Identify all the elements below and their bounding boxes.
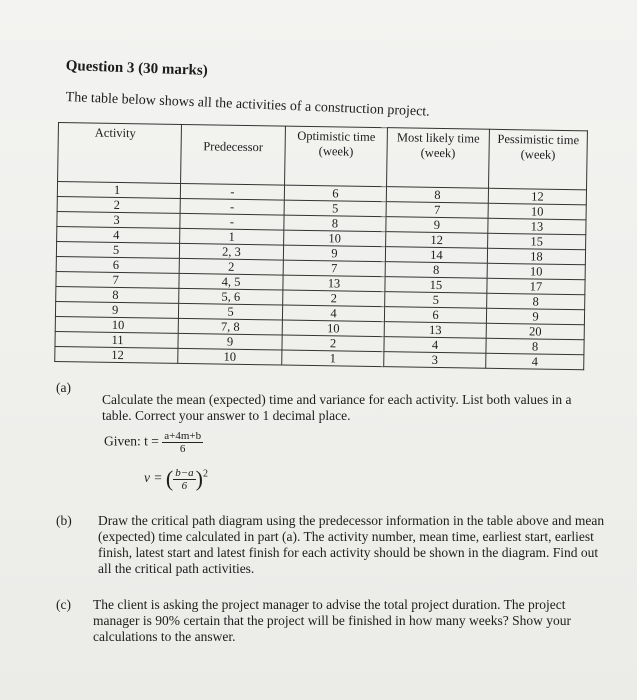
cell-predecessor: 10 xyxy=(178,348,282,365)
cell-pessimistic: 8 xyxy=(486,338,584,355)
table-header-row xyxy=(58,123,588,190)
formula-t-fraction xyxy=(162,430,203,455)
formula-t xyxy=(104,430,203,455)
cell-most-likely: 8 xyxy=(385,262,487,279)
cell-optimistic: 10 xyxy=(284,230,386,247)
cell-optimistic: 6 xyxy=(284,185,386,202)
formula-v xyxy=(144,466,208,492)
cell-activity: 11 xyxy=(55,331,178,348)
cell-predecessor: - xyxy=(180,198,284,215)
cell-most-likely: 14 xyxy=(385,247,487,264)
cell-most-likely: 9 xyxy=(386,217,488,234)
cell-activity: 10 xyxy=(55,316,178,333)
cell-activity: 3 xyxy=(57,211,180,228)
cell-optimistic: 2 xyxy=(283,290,385,307)
cell-predecessor: 2 xyxy=(179,258,283,275)
part-b-text: Draw the critical path diagram using the predecessor information in the table above and mean (expected) time calculated in part (a). The activity number, mean time, earliest start, earliest finish, latest start and latest finish for each activity should be shown in the diagram. Find out all the critical path activities. xyxy=(98,513,605,576)
cell-activity: 8 xyxy=(56,286,179,303)
right-paren: ) xyxy=(195,466,203,491)
cell-pessimistic: 9 xyxy=(486,308,584,325)
cell-optimistic: 2 xyxy=(282,335,384,352)
cell-most-likely: 4 xyxy=(384,337,486,354)
cell-pessimistic: 20 xyxy=(486,323,584,340)
cell-activity: 6 xyxy=(56,256,179,273)
header-most-likely: Most likely time (week) xyxy=(387,128,490,189)
cell-most-likely: 5 xyxy=(385,292,487,309)
cell-optimistic: 9 xyxy=(283,245,385,262)
cell-pessimistic: 17 xyxy=(487,278,585,295)
part-b-label: (b) xyxy=(56,513,72,528)
part-c-label: (c) xyxy=(56,597,71,612)
cell-pessimistic: 12 xyxy=(488,188,586,205)
cell-activity: 2 xyxy=(57,196,180,213)
table-body xyxy=(55,182,587,370)
cell-optimistic: 5 xyxy=(284,200,386,217)
part-a-text: Calculate the mean (expected) time and variance for each activity. List both values in a table. Correct your answer to 1 decimal place. xyxy=(102,392,572,423)
formula-v-denominator: 6 xyxy=(181,479,188,492)
cell-predecessor: 7, 8 xyxy=(178,318,282,335)
cell-optimistic: 10 xyxy=(282,320,384,337)
cell-optimistic: 7 xyxy=(283,260,385,277)
formula-t-denominator: 6 xyxy=(179,443,186,455)
cell-activity: 4 xyxy=(57,226,180,243)
question-title: Question 3 (30 marks) xyxy=(65,58,209,79)
header-predecessor: Predecessor xyxy=(181,124,286,185)
cell-activity: 12 xyxy=(55,346,178,363)
cell-pessimistic: 15 xyxy=(488,233,586,250)
cell-predecessor: 5, 6 xyxy=(179,288,283,305)
cell-pessimistic: 10 xyxy=(487,263,585,280)
part-a-label: (a) xyxy=(56,380,71,395)
activity-table-wrapper xyxy=(54,122,588,370)
formula-t-numerator: a+4m+b xyxy=(164,430,202,442)
left-paren: ( xyxy=(165,466,174,491)
cell-pessimistic: 8 xyxy=(487,293,585,310)
cell-activity: 9 xyxy=(55,301,178,318)
cell-optimistic: 1 xyxy=(282,350,384,367)
cell-predecessor: - xyxy=(180,213,284,230)
cell-most-likely: 12 xyxy=(386,232,488,249)
header-optimistic: Optimistic time (week) xyxy=(285,126,388,187)
cell-predecessor: 4, 5 xyxy=(179,273,283,290)
cell-most-likely: 7 xyxy=(386,202,488,219)
cell-optimistic: 13 xyxy=(283,275,385,292)
formula-v-exponent: 2 xyxy=(202,468,208,480)
cell-predecessor: 5 xyxy=(178,303,282,320)
cell-most-likely: 13 xyxy=(384,322,486,339)
cell-predecessor: 2, 3 xyxy=(179,243,283,260)
cell-most-likely: 15 xyxy=(385,277,487,294)
cell-predecessor: - xyxy=(180,183,284,200)
cell-pessimistic: 4 xyxy=(486,353,584,370)
cell-optimistic: 4 xyxy=(282,305,384,322)
cell-most-likely: 6 xyxy=(384,307,486,324)
cell-pessimistic: 13 xyxy=(488,218,586,235)
header-pessimistic: Pessimistic time (week) xyxy=(489,129,588,190)
cell-optimistic: 8 xyxy=(284,215,386,232)
formula-v-numerator: b−a xyxy=(175,466,194,479)
cell-most-likely: 3 xyxy=(384,352,486,369)
cell-pessimistic: 18 xyxy=(487,248,585,265)
cell-activity: 5 xyxy=(56,241,179,258)
activity-table xyxy=(54,122,588,370)
cell-predecessor: 1 xyxy=(180,228,284,245)
question-intro: The table below shows all the activities of a construction project. xyxy=(65,90,430,120)
v-label: v = xyxy=(144,470,163,486)
part-c-text: The client is asking the project manager to advise the total project duration. The project manager is 90% certain that the project will be finished in how many weeks? Show your calculations to the answer. xyxy=(93,597,571,644)
cell-activity: 1 xyxy=(57,182,180,199)
given-label: Given: t = xyxy=(104,433,159,449)
cell-predecessor: 9 xyxy=(178,333,282,350)
formula-v-fraction xyxy=(173,467,195,492)
cell-pessimistic: 10 xyxy=(488,203,586,220)
cell-most-likely: 8 xyxy=(386,187,488,204)
header-activity: Activity xyxy=(58,123,182,184)
cell-activity: 7 xyxy=(56,271,179,288)
